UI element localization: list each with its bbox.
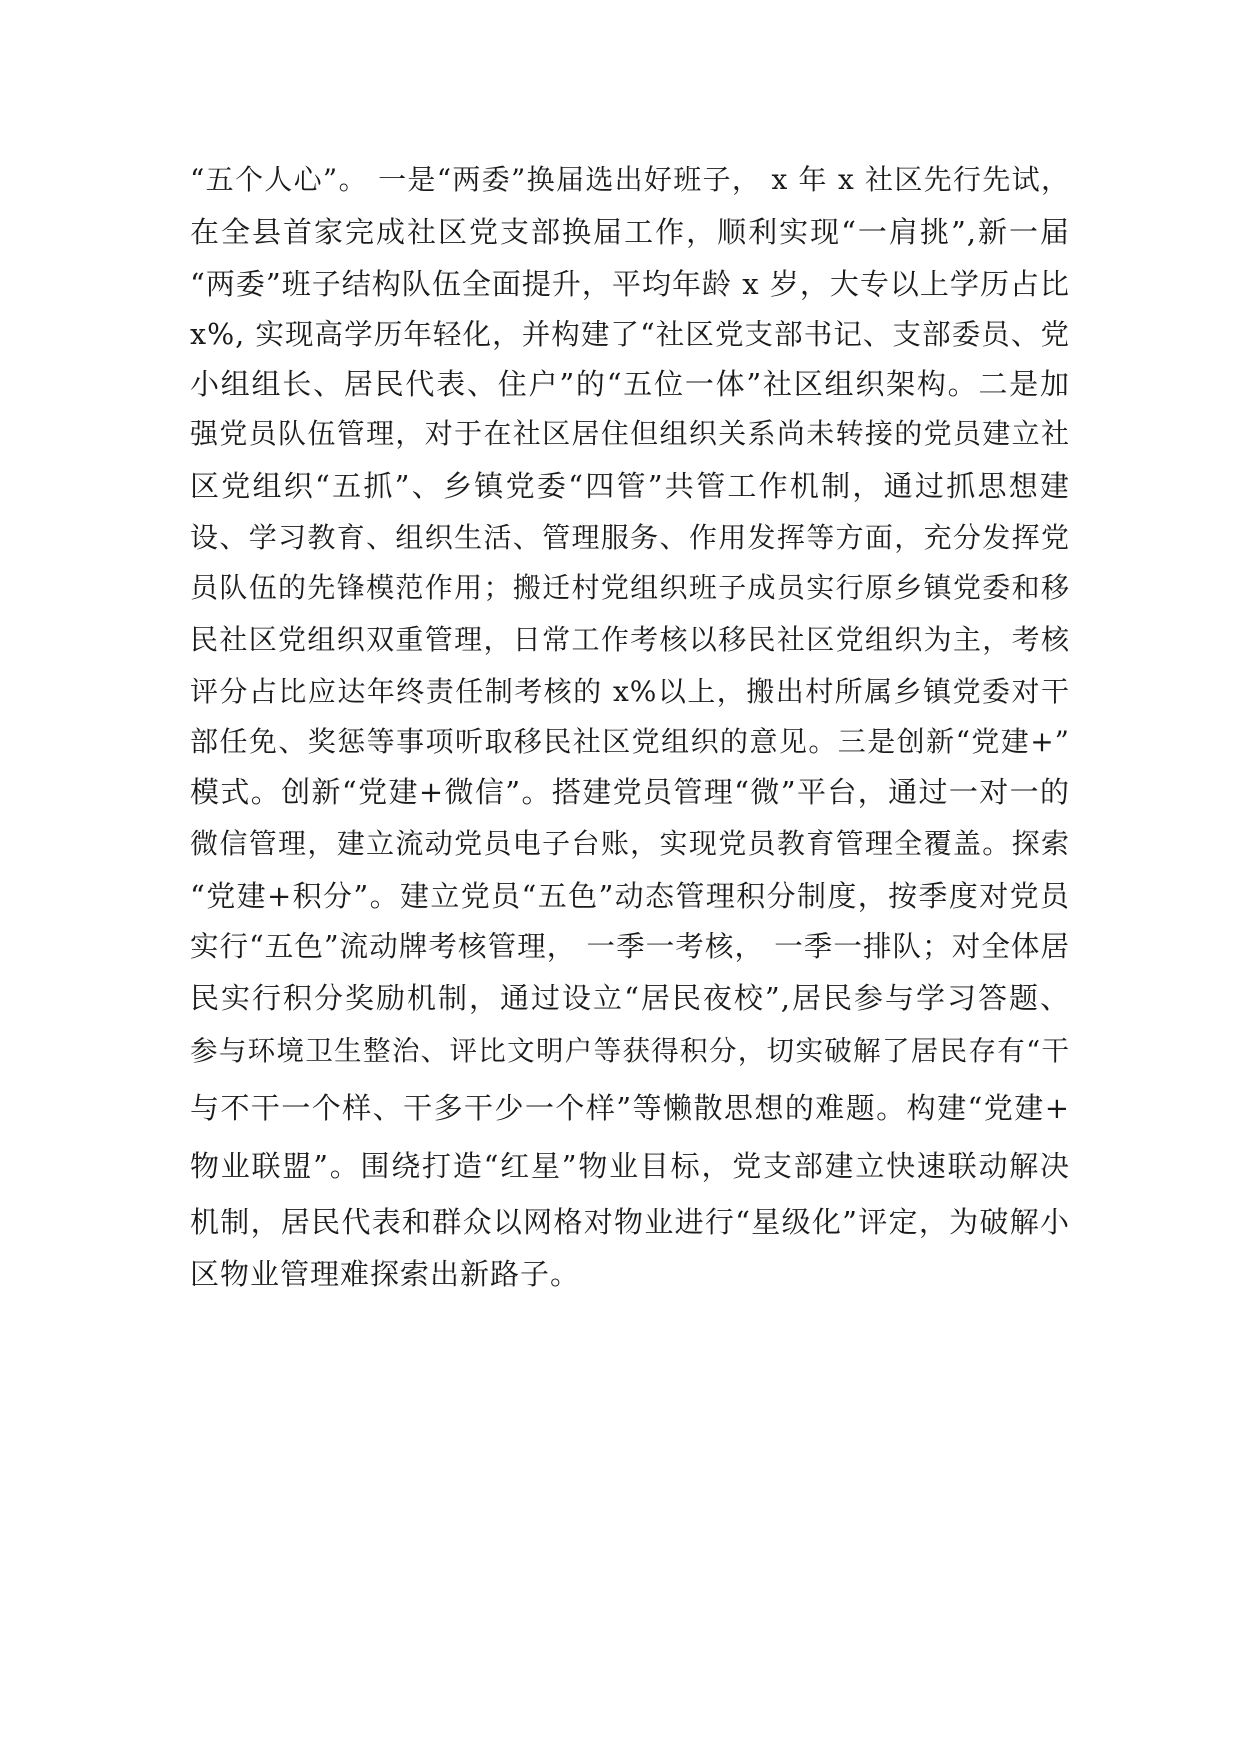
- text-line: 民社区党组织双重管理，日常工作考核以移民社区党组织为主，考核: [190, 623, 1070, 656]
- text-line: 与不干一个样、干多干少一个样”等懒散思想的难题。构建“党建+: [190, 1091, 1070, 1125]
- text-line: 参与环境卫生整治、评比文明户等获得积分，切实破解了居民存有“干: [190, 1035, 1070, 1067]
- text-line: x%, 实现高学历年轻化，并构建了“社区党支部书记、支部委员、党: [190, 318, 1070, 351]
- text-line: 设、学习教育、组织生活、管理服务、作用发挥等方面，充分发挥党: [190, 521, 1070, 554]
- text-line: 机制，居民代表和群众以网格对物业进行“星级化”评定，为破解小: [190, 1205, 1070, 1239]
- text-line: 区物业管理难探索出新路子。: [190, 1257, 581, 1291]
- text-line: 评分占比应达年终责任制考核的 x%以上，搬出村所属乡镇党委对干: [190, 675, 1070, 708]
- text-line: 区党组织“五抓”、乡镇党委“四管”共管工作机制，通过抓思想建: [190, 469, 1070, 503]
- text-line: “党建+积分”。建立党员“五色”动态管理积分制度，按季度对党员: [190, 879, 1070, 913]
- text-line: 强党员队伍管理，对于在社区居住但组织关系尚未转接的党员建立社: [190, 417, 1070, 450]
- text-line: 小组组长、居民代表、住户”的“五位一体”社区组织架构。二是加: [190, 367, 1070, 401]
- text-line: 实行“五色”流动牌考核管理， 一季一考核， 一季一排队；对全体居: [190, 930, 1070, 963]
- text-line: 员队伍的先锋模范作用；搬迁村党组织班子成员实行原乡镇党委和移: [190, 571, 1070, 604]
- text-line: “两委”班子结构队伍全面提升，平均年龄 x 岁，大专以上学历占比: [190, 267, 1070, 301]
- text-line: 微信管理，建立流动党员电子台账，实现党员教育管理全覆盖。探索: [190, 827, 1070, 860]
- text-line: 部任免、奖惩等事项听取移民社区党组织的意见。三是创新“党建+”: [190, 725, 1070, 758]
- text-line: 物业联盟”。围绕打造“红星”物业目标，党支部建立快速联动解决: [190, 1149, 1070, 1183]
- text-line: 民实行积分奖励机制，通过设立“居民夜校”,居民参与学习答题、: [190, 981, 1070, 1015]
- text-line: 在全县首家完成社区党支部换届工作，顺利实现“一肩挑”,新一届: [190, 215, 1070, 249]
- text-line: 模式。创新“党建+微信”。搭建党员管理“微”平台，通过一对一的: [190, 775, 1070, 809]
- text-line: “五个人心”。 一是“两委”换届选出好班子， x 年 x 社区先行先试，: [190, 163, 1070, 196]
